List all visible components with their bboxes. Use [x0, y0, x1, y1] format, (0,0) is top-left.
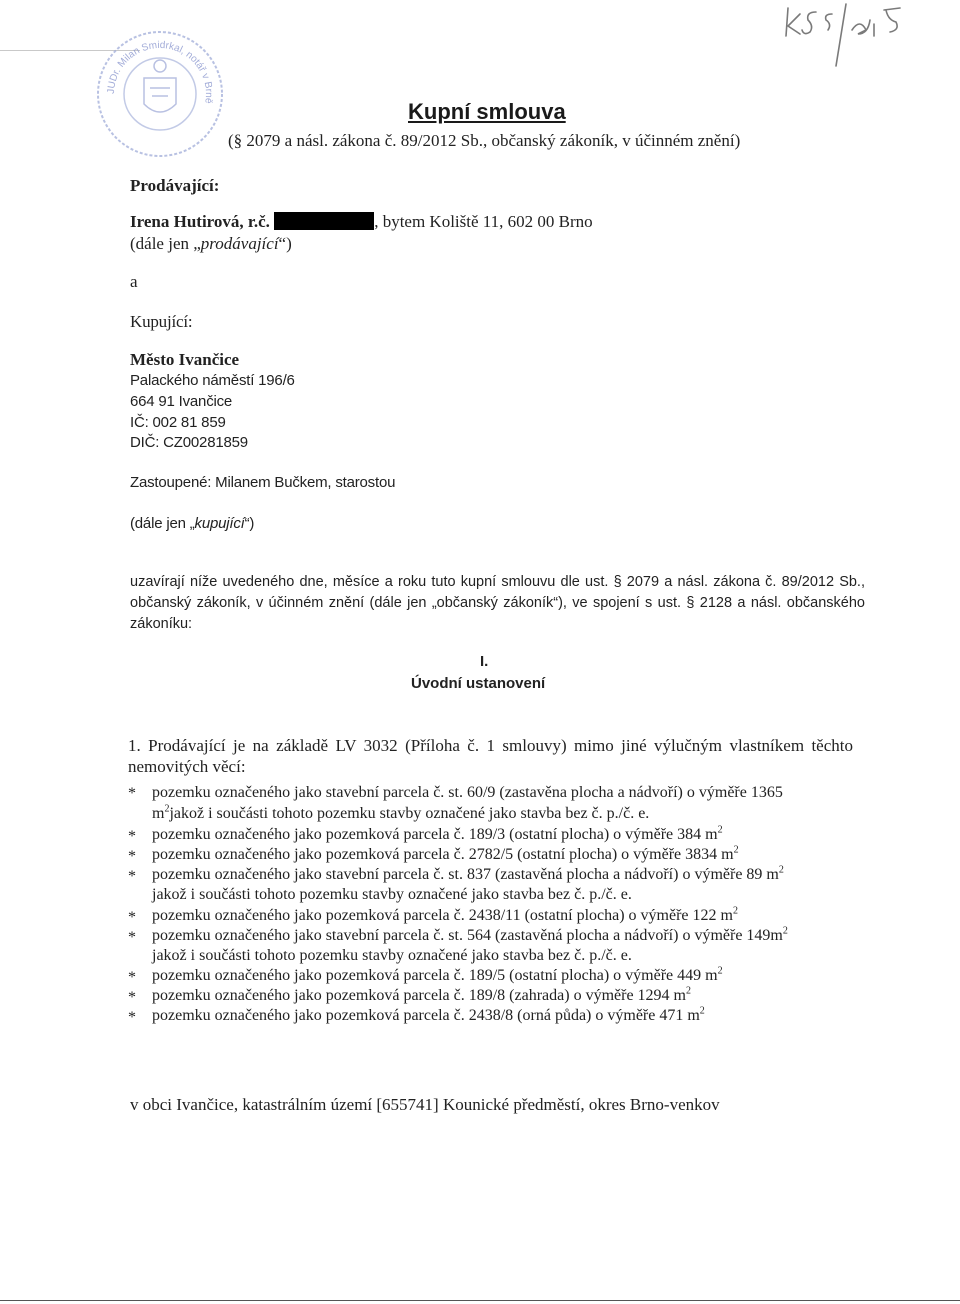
item-text: pozemku označeného jako stavební parcela č. st. 837 (zastavěná plocha a nádvoří) o výměře 89 m [152, 866, 779, 883]
section-title: Úvodní ustanovení [411, 675, 546, 692]
item-text: pozemku označeného jako pozemková parcela č. 2782/5 (ostatní plocha) o výměře 3834 m [152, 846, 734, 863]
buyer-alias [130, 514, 254, 534]
seller-name: Irena Hutirová, r.č. [130, 212, 270, 231]
item-unit: m [152, 805, 165, 822]
intro-paragraph: uzavírají níže uvedeného dne, měsíce a roku tuto kupní smlouvu dle ust. § 2079 a násl. zákona č. 89/2012 Sb., občanský zákoník, v účinném znění (dále jen „občanský zákoník“), ve spojení s ust. § 2128 a násl. občanského zákoníku: [130, 574, 865, 632]
document-title: Kupní smlouva [408, 99, 566, 124]
item-text-cont: jakož i součásti tohoto pozemku stavby označené jako stavba bez č. p./č. e. [152, 886, 632, 903]
item-sup: 2 [733, 844, 739, 856]
alias-prefix: (dále jen „ [130, 234, 201, 253]
notary-stamp [92, 26, 228, 162]
alias-buyer: kupující [194, 515, 245, 532]
alias-prefix: (dále jen „ [130, 515, 195, 532]
bullet-star: * [128, 969, 136, 986]
item-text: pozemku označeného jako pozemková parcela č. 2438/11 (ostatní plocha) o výměře 122 m [152, 907, 733, 924]
buyer-name: Město Ivančice [130, 350, 240, 369]
item-text: pozemku označeného jako stavební parcela č. st. 564 (zastavěná plocha a nádvoří) o výměře 149m [152, 927, 783, 944]
item-sup: 2 [699, 1005, 705, 1017]
item-text: pozemku označeného jako pozemková parcela č. 189/8 (zahrada) o výměře 1294 m [152, 987, 686, 1004]
item-text-cont: jakož i součásti tohoto pozemku stavby označené jako stavba bez č. p./č. e. [152, 947, 632, 964]
alias-seller: prodávající [200, 234, 279, 253]
item-sup: 2 [778, 864, 784, 876]
item-text: pozemku označeného jako stavební parcela č. st. 60/9 (zastavěna plocha a nádvoří) o výměře 1365 [152, 784, 783, 801]
item-sup: 2 [717, 965, 723, 977]
stamp-text: JUDr. Milan Smidrkal, notář v Brně [105, 39, 215, 105]
buyer-street: Palackého náměstí 196/6 [130, 372, 295, 389]
item-text: pozemku označeného jako pozemková parcela č. 189/3 (ostatní plocha) o výměře 384 m [152, 826, 718, 843]
document-subtitle: (§ 2079 a násl. zákona č. 89/2012 Sb., občanský zákoník, v účinném znění) [228, 131, 741, 150]
item-text: pozemku označeného jako pozemková parcela č. 2438/8 (orná půda) o výměře 471 m [152, 1007, 700, 1024]
item-sup: 2 [732, 905, 738, 917]
seller-alias [130, 234, 292, 254]
item-text-cont: jakož i součásti tohoto pozemku stavby označené jako stavba bez č. p./č. e. [169, 805, 650, 822]
section-number: I. [480, 653, 489, 670]
bullet-star: * [128, 785, 136, 802]
buyer-dic: DIČ: CZ00281859 [130, 434, 248, 451]
buyer-heading: Kupující: [130, 312, 193, 331]
bullet-star: * [128, 868, 136, 885]
bullet-star: * [128, 848, 136, 865]
bullet-star: * [128, 909, 136, 926]
buyer-ic: IČ: 002 81 859 [130, 414, 226, 431]
alias-suffix: “) [244, 515, 255, 532]
bullet-star: * [128, 1009, 136, 1026]
bullet-star: * [128, 828, 136, 845]
alias-suffix: “) [278, 234, 292, 253]
and-connector: a [130, 272, 138, 291]
seller-address: , bytem Koliště 11, 602 00 Brno [374, 212, 593, 231]
redaction-bar [274, 212, 374, 230]
item-sup: 2 [164, 803, 170, 815]
item-text: pozemku označeného jako pozemková parcela č. 189/5 (ostatní plocha) o výměře 449 m [152, 967, 718, 984]
seller-heading: Prodávající: [130, 176, 220, 195]
buyer-city: 664 91 Ivančice [130, 393, 233, 410]
scan-line-bottom [0, 1300, 960, 1301]
buyer-represented: Zastoupené: Milanem Bučkem, starostou [130, 474, 396, 491]
item-sup: 2 [782, 925, 788, 937]
seller-name-line [130, 212, 593, 232]
item-sup: 2 [686, 985, 691, 997]
location-line: v obci Ivančice, katastrálním území [655741] Kounické předměstí, okres Brno-venkov [130, 1095, 720, 1114]
handwritten-note [780, 0, 910, 70]
item-sup: 2 [717, 824, 723, 836]
bullet-star: * [128, 989, 136, 1006]
clause-1: 1. Prodávající je na základě LV 3032 (Příloha č. 1 smlouvy) mimo jiné výlučným vlastníkem těchto nemovitých věcí: [128, 736, 853, 776]
bullet-star: * [128, 929, 136, 946]
